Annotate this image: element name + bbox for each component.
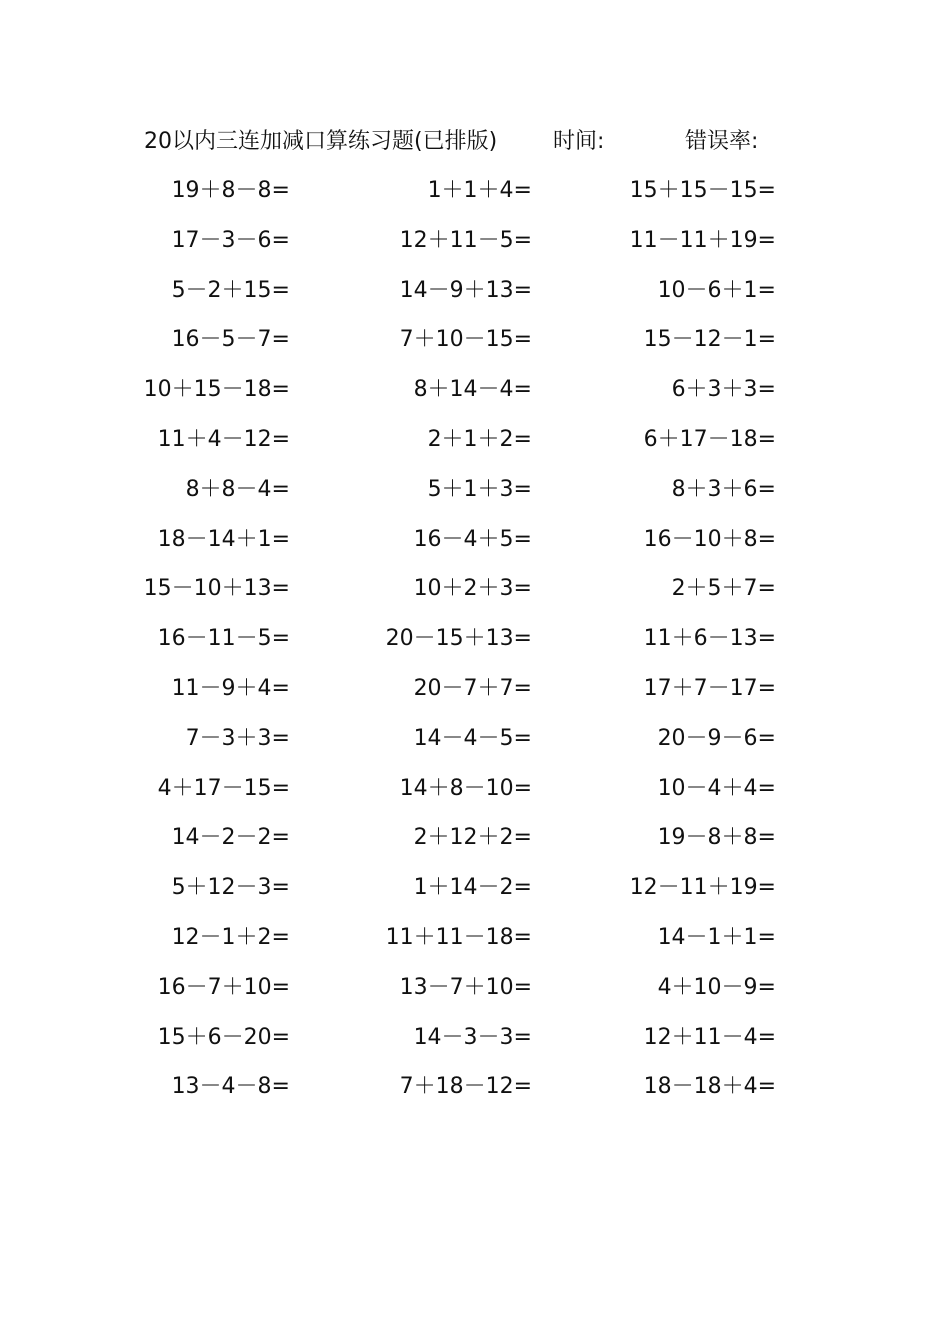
problem-item: 10＋2＋3= [413,576,532,602]
problem-item: 17＋7－17= [643,676,776,701]
problem-item: 16－10＋8= [643,526,776,552]
problem-item: 16－11－5= [157,626,290,652]
problem-item: 2＋1＋2= [427,427,532,452]
problem-item: 1＋14－2= [413,875,532,901]
problem-item: 19－8＋8= [657,825,776,851]
problem-item: 1＋1＋4= [427,178,532,203]
problem-item: 8＋14－4= [413,377,532,403]
problem-item: 12＋11－4= [643,1024,776,1050]
problem-item: 20－7＋7= [413,676,532,701]
problem-item: 8＋3＋6= [671,476,776,502]
problem-item: 7＋10－15= [399,327,532,353]
problem-item: 15＋15－15= [629,178,776,203]
problem-item: 15－12－1= [643,327,776,353]
problem-item: 17－3－6= [171,227,290,253]
problem-item: 5＋1＋3= [427,476,532,502]
problem-item: 14－1＋1= [657,925,776,950]
problem-item: 8＋8－4= [185,476,290,502]
problem-item: 4＋17－15= [157,775,290,801]
problem-item: 14＋8－10= [399,775,532,801]
problem-item: 14－4－5= [413,725,532,751]
problem-item: 20－15＋13= [385,626,532,652]
problem-item: 7＋18－12= [399,1074,532,1100]
problem-item: 18－18＋4= [643,1074,776,1100]
problem-item: 13－4－8= [171,1074,290,1100]
problem-item: 16－7＋10= [157,974,290,1000]
problem-item: 13－7＋10= [399,974,532,1000]
problem-item: 2＋5＋7= [671,576,776,602]
problem-item: 11＋4－12= [157,427,290,452]
problem-item: 14－3－3= [413,1024,532,1050]
problem-item: 5－2＋15= [171,277,290,303]
problem-item: 16－5－7= [171,327,290,353]
problem-item: 11＋11－18= [385,925,532,950]
problem-item: 18－14＋1= [157,526,290,552]
problem-item: 12－1＋2= [171,925,290,950]
time-label: 时间: [553,129,605,154]
problem-item: 5＋12－3= [171,875,290,901]
problem-item: 2＋12＋2= [413,825,532,851]
problem-item: 10＋15－18= [143,377,290,403]
problem-item: 4＋10－9= [657,974,776,1000]
problem-item: 15－10＋13= [143,576,290,602]
problem-item: 10－6＋1= [657,277,776,303]
problem-item: 19＋8－8= [171,178,290,203]
problem-item: 6＋17－18= [643,427,776,452]
error-rate-label: 错误率: [685,129,759,154]
problem-item: 12＋11－5= [399,227,532,253]
problem-item: 14－2－2= [171,825,290,851]
problem-item: 15＋6－20= [157,1024,290,1050]
worksheet-title: 20以内三连加减口算练习题(已排版) [144,129,498,154]
problem-item: 11－11＋19= [629,227,776,253]
problem-item: 12－11＋19= [629,875,776,901]
problem-item: 10－4＋4= [657,775,776,801]
problem-item: 6＋3＋3= [671,377,776,403]
problem-item: 14－9＋13= [399,277,532,303]
problem-item: 11＋6－13= [643,626,776,652]
problem-item: 11－9＋4= [171,676,290,701]
problem-item: 16－4＋5= [413,526,532,552]
problem-item: 20－9－6= [657,725,776,751]
problem-item: 7－3＋3= [185,725,290,751]
